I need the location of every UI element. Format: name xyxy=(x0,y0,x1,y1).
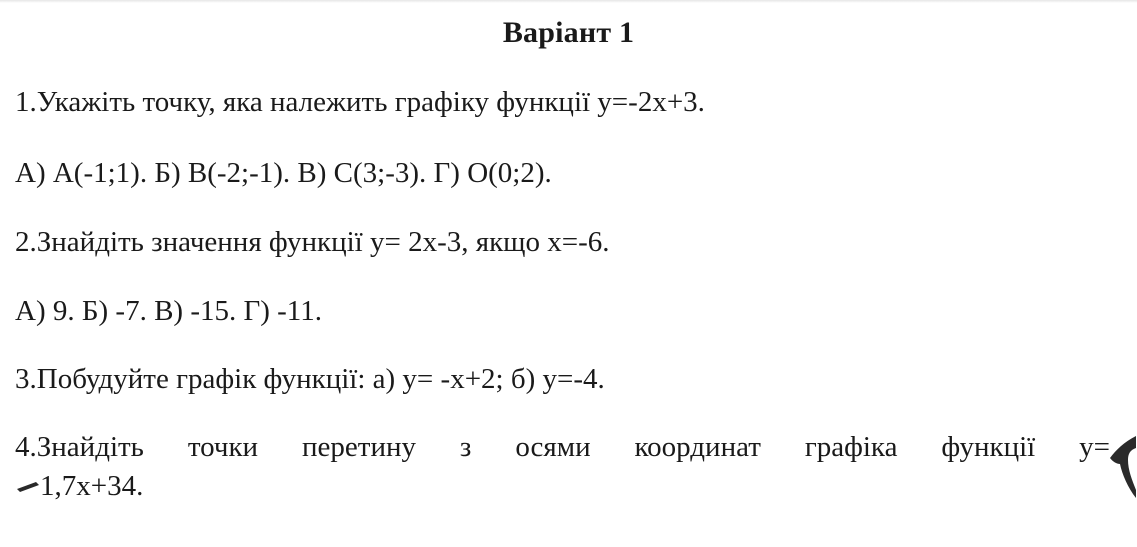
question-2: 2.Знайдіть значення функції y= 2x-3, якщо x=-6. xyxy=(15,226,610,258)
ink-smudge-right xyxy=(1108,428,1137,498)
top-border xyxy=(0,0,1137,3)
question-1-options: А) А(-1;1). Б) В(-2;-1). В) С(3;-3). Г) О(0;2). xyxy=(15,157,552,189)
question-4-line-2: 1,7x+34. xyxy=(40,470,144,502)
question-3: 3.Побудуйте графік функції: а) y= -x+2; б) y=-4. xyxy=(15,363,605,395)
question-2-options: А) 9. Б) -7. В) -15. Г) -11. xyxy=(15,295,322,327)
question-4-line-1: 4.Знайдіть точки перетину з осями координат графіка функції y= xyxy=(15,431,1110,463)
ink-smudge-left xyxy=(16,479,40,493)
variant-title: Варіант 1 xyxy=(502,16,635,49)
question-1: 1.Укажіть точку, яка належить графіку функції y=-2x+3. xyxy=(15,86,705,118)
